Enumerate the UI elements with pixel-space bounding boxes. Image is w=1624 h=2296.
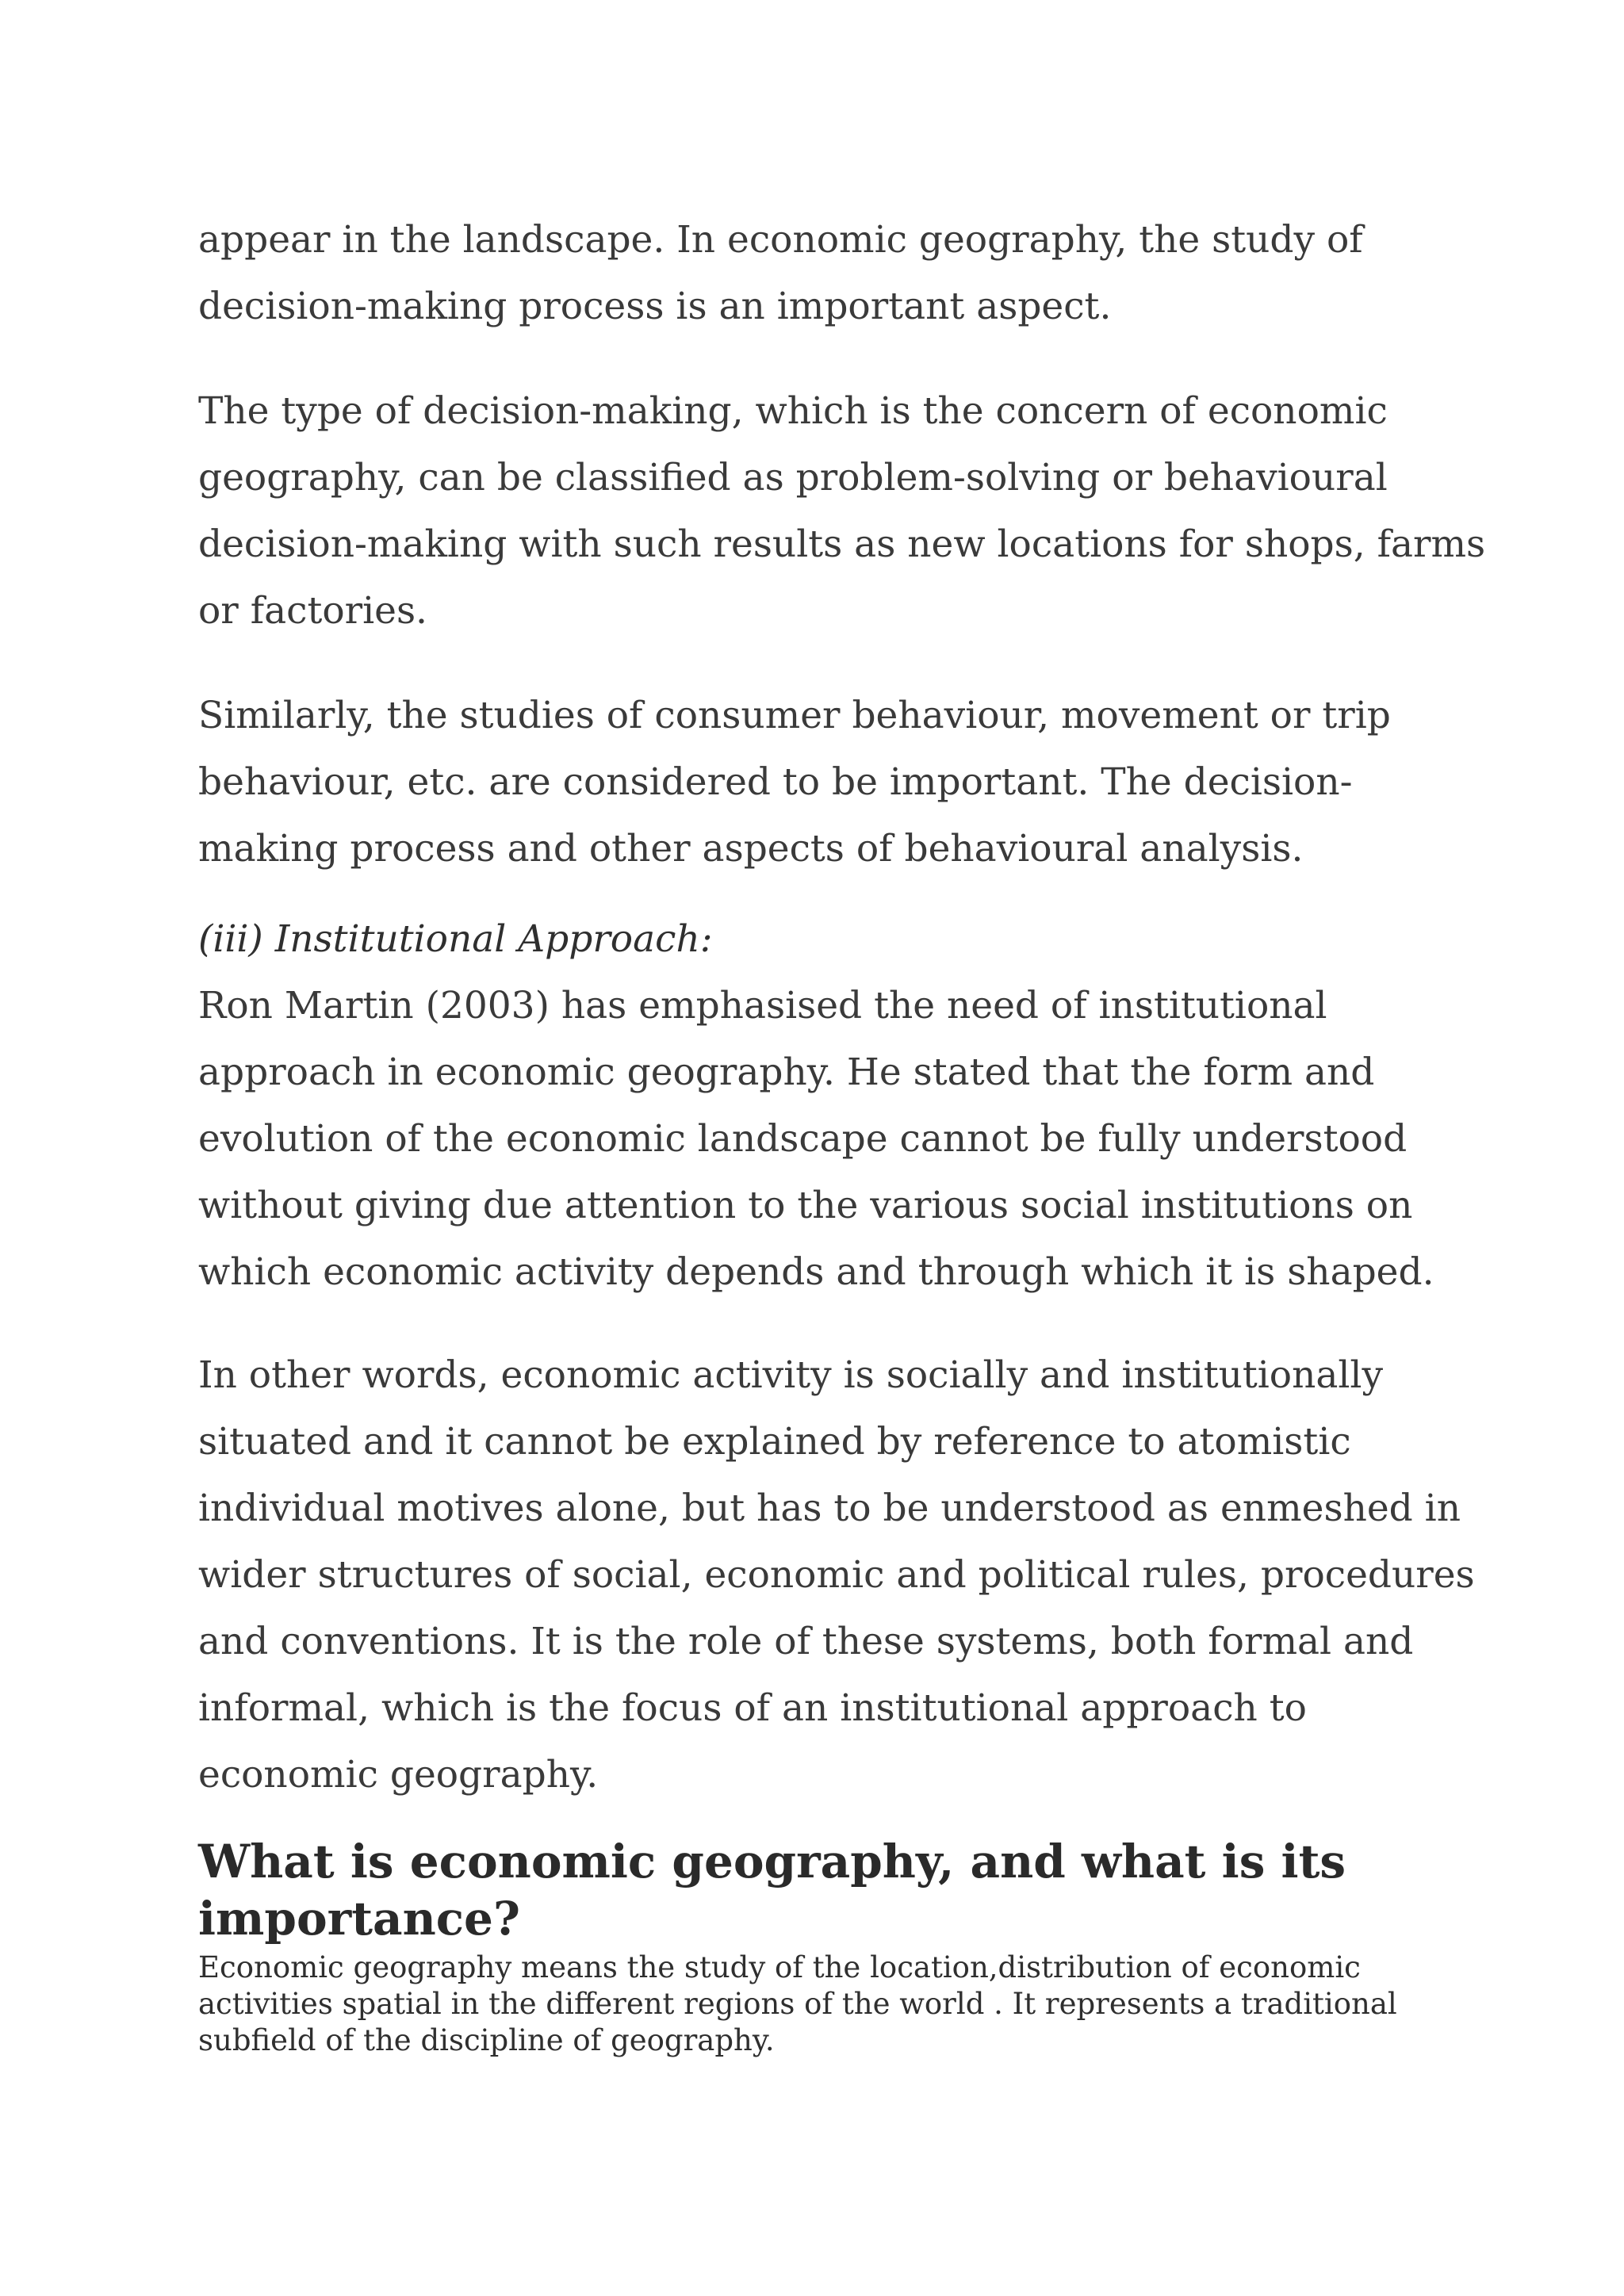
- paragraph-line: decision-making with such results as new locations for shops, farms: [198, 522, 1486, 566]
- heading-line: importance?: [198, 1892, 520, 1946]
- paragraph-line: individual motives alone, but has to be understood as enmeshed in: [198, 1487, 1461, 1530]
- paragraph-line: geography, can be classified as problem-solving or behavioural: [198, 456, 1388, 499]
- paragraph-line: wider structures of social, economic and political rules, procedures: [198, 1553, 1475, 1597]
- question-heading: [198, 1833, 1451, 1947]
- paragraph-line: behaviour, etc. are considered to be important. The decision-: [198, 760, 1353, 804]
- answer-line: activities spatial in the different regions of the world . It represents a traditional: [198, 1987, 1397, 2021]
- paragraph-consumer-behaviour: [198, 683, 1451, 882]
- paragraph-line: economic geography.: [198, 1753, 599, 1797]
- paragraph-line: situated and it cannot be explained by reference to atomistic: [198, 1420, 1351, 1464]
- section-subheading: (iii) Institutional Approach:: [198, 917, 713, 961]
- paragraph-line: which economic activity depends and through which it is shaped.: [198, 1250, 1434, 1294]
- paragraph-ron-martin: [198, 973, 1451, 1306]
- paragraph-line: or factories.: [198, 589, 427, 633]
- paragraph-line: Ron Martin (2003) has emphasised the need of institutional: [198, 984, 1327, 1027]
- paragraph-line: without giving due attention to the various social institutions on: [198, 1184, 1413, 1227]
- answer-paragraph: [198, 1950, 1451, 2059]
- paragraph-line: making process and other aspects of behavioural analysis.: [198, 827, 1304, 871]
- paragraph-line: informal, which is the focus of an institutional approach to: [198, 1686, 1307, 1730]
- paragraph-line: appear in the landscape. In economic geography, the study of: [198, 218, 1363, 262]
- answer-line: Economic geography means the study of the location,distribution of economic: [198, 1950, 1361, 1984]
- paragraph-institutional-context: [198, 1342, 1475, 1808]
- paragraph-line: approach in economic geography. He stated that the form and: [198, 1050, 1375, 1094]
- paragraph-line: Similarly, the studies of consumer behaviour, movement or trip: [198, 694, 1391, 737]
- paragraph-line: In other words, economic activity is socially and institutionally: [198, 1353, 1383, 1397]
- paragraph-line: evolution of the economic landscape cannot be fully understood: [198, 1117, 1408, 1161]
- paragraph-decision-making-types: [198, 378, 1486, 645]
- paragraph-line: and conventions. It is the role of these systems, both formal and: [198, 1620, 1414, 1663]
- paragraph-line: The type of decision-making, which is the concern of economic: [198, 389, 1388, 433]
- paragraph-line: decision-making process is an important aspect.: [198, 285, 1112, 328]
- paragraph-decision-making-intro: [198, 207, 1451, 340]
- answer-line: subfield of the discipline of geography.: [198, 2023, 775, 2057]
- heading-line: What is economic geography, and what is its: [198, 1835, 1346, 1888]
